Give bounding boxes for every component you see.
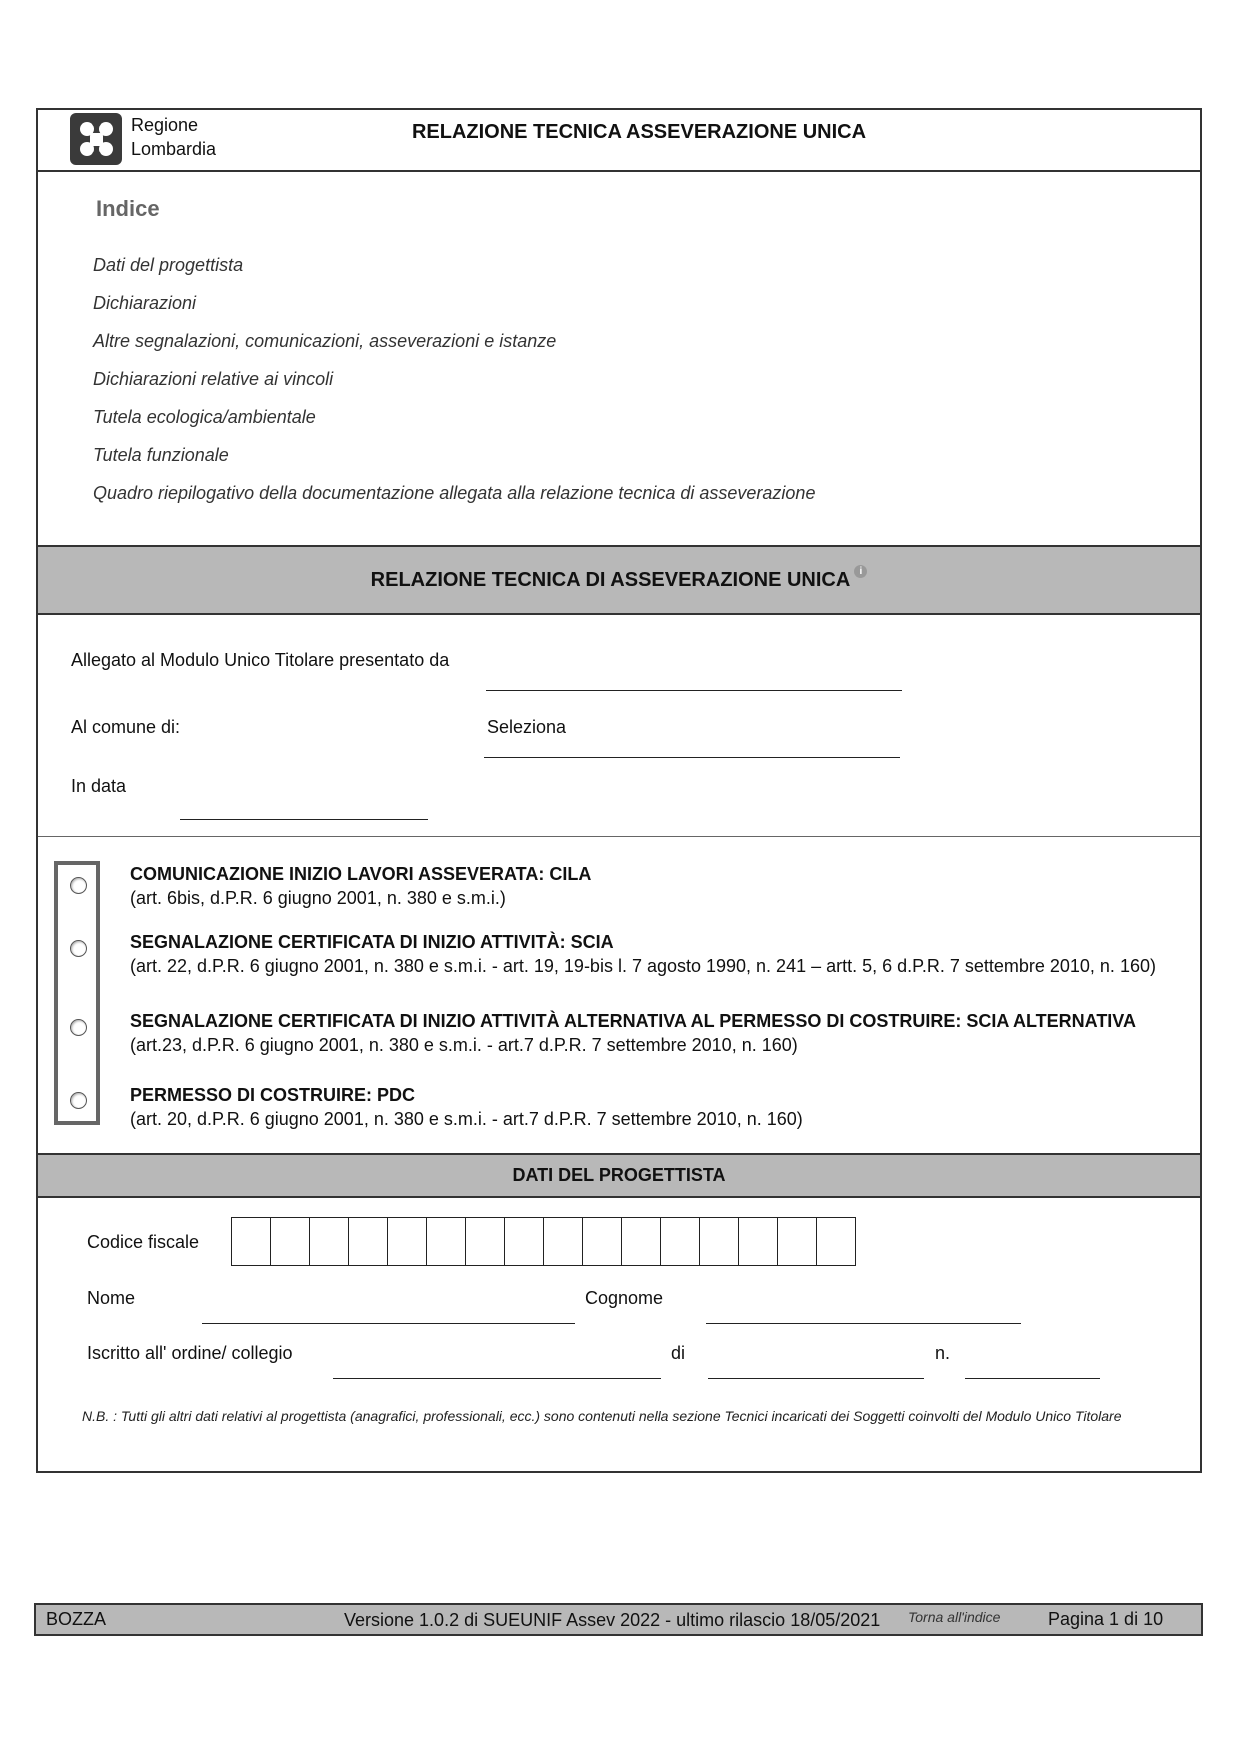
numero-label: n. xyxy=(935,1343,951,1363)
option-subtitle: (art. 6bis, d.P.R. 6 giugno 2001, n. 380 e s.m.i.) xyxy=(130,888,506,908)
index-item[interactable]: Dichiarazioni relative ai vincoli xyxy=(93,369,334,389)
nome-field[interactable] xyxy=(202,1323,575,1324)
status-label: BOZZA xyxy=(46,1609,107,1629)
back-to-index-link[interactable]: Torna all'indice xyxy=(908,1609,1001,1625)
option-subtitle: (art. 22, d.P.R. 6 giugno 2001, n. 380 e s.m.i. - art. 19, 19-bis l. 7 agosto 1990, n. 241 – artt. 5, 6 d.P.R. 7 settembre 2010, n. 160) xyxy=(130,956,1156,976)
data-label: In data xyxy=(71,776,127,796)
index-title: Indice xyxy=(96,196,160,221)
radio-scia-alternativa[interactable] xyxy=(70,1019,87,1036)
radio-scia[interactable] xyxy=(70,940,87,957)
data-field[interactable] xyxy=(180,819,428,820)
di-field[interactable] xyxy=(708,1378,924,1379)
cognome-field[interactable] xyxy=(706,1323,1021,1324)
codice-fiscale-input[interactable] xyxy=(231,1217,856,1266)
index-item[interactable]: Quadro riepilogativo della documentazione allegata alla relazione tecnica di asseverazione xyxy=(93,483,816,503)
option-title: PERMESSO DI COSTRUIRE: PDC xyxy=(130,1085,416,1105)
page-footer xyxy=(34,1603,1203,1636)
index-item[interactable]: Dati del progettista xyxy=(93,255,244,275)
index-item[interactable]: Tutela funzionale xyxy=(93,445,229,465)
comune-select[interactable] xyxy=(484,757,900,758)
comune-select-value[interactable]: Seleziona xyxy=(487,717,567,737)
numero-field[interactable] xyxy=(965,1378,1100,1379)
cognome-label: Cognome xyxy=(585,1288,664,1308)
allegato-field[interactable] xyxy=(486,690,902,691)
section-header-relazione: RELAZIONE TECNICA DI ASSEVERAZIONE UNICA i xyxy=(38,545,1200,615)
di-label: di xyxy=(671,1343,686,1363)
version-info: Versione 1.0.2 di SUEUNIF Assev 2022 - ultimo rilascio 18/05/2021 xyxy=(344,1610,881,1630)
option-title: SEGNALAZIONE CERTIFICATA DI INIZIO ATTIVITÀ ALTERNATIVA AL PERMESSO DI COSTRUIRE: SCIA ALTERNATIVA xyxy=(130,1011,1136,1031)
comune-label: Al comune di: xyxy=(71,717,181,737)
document-header xyxy=(36,108,1202,172)
option-subtitle: (art.23, d.P.R. 6 giugno 2001, n. 380 e s.m.i. - art.7 d.P.R. 7 settembre 2010, n. 160) xyxy=(130,1035,798,1055)
info-icon[interactable]: i xyxy=(854,565,867,578)
option-subtitle: (art. 20, d.P.R. 6 giugno 2001, n. 380 e s.m.i. - art.7 d.P.R. 7 settembre 2010, n. 160) xyxy=(130,1109,803,1129)
option-title: SEGNALAZIONE CERTIFICATA DI INIZIO ATTIVITÀ: SCIA xyxy=(130,932,614,952)
procedure-radio-group xyxy=(54,861,100,1125)
index-list xyxy=(93,253,815,519)
radio-cila[interactable] xyxy=(70,877,87,894)
index-item[interactable]: Altre segnalazioni, comunicazioni, asseverazioni e istanze xyxy=(93,331,557,351)
region-name: Regione Lombardia xyxy=(131,115,217,159)
ordine-collegio-field[interactable] xyxy=(333,1378,661,1379)
index-item[interactable]: Tutela ecologica/ambientale xyxy=(93,407,316,427)
document-title: RELAZIONE TECNICA ASSEVERAZIONE UNICA xyxy=(411,121,867,143)
radio-pdc[interactable] xyxy=(70,1092,87,1109)
page-number: Pagina 1 di 10 xyxy=(1048,1609,1164,1629)
nome-label: Nome xyxy=(87,1288,136,1308)
allegato-label: Allegato al Modulo Unico Titolare presentato da xyxy=(71,650,450,670)
divider xyxy=(38,836,1200,837)
index-item[interactable]: Dichiarazioni xyxy=(93,293,197,313)
option-title: COMUNICAZIONE INIZIO LAVORI ASSEVERATA: CILA xyxy=(130,864,592,884)
progettista-note: N.B. : Tutti gli altri dati relativi al progettista (anagrafici, professionali, ecc.) sono contenuti nella sezione Tecnici incaricati dei Soggetti coinvolti del Modulo Unico Titolare xyxy=(82,1408,1122,1424)
section-header-progettista: DATI DEL PROGETTISTA xyxy=(38,1153,1200,1198)
iscritto-label: Iscritto all' ordine/ collegio xyxy=(87,1343,293,1363)
codice-fiscale-label: Codice fiscale xyxy=(87,1232,200,1252)
